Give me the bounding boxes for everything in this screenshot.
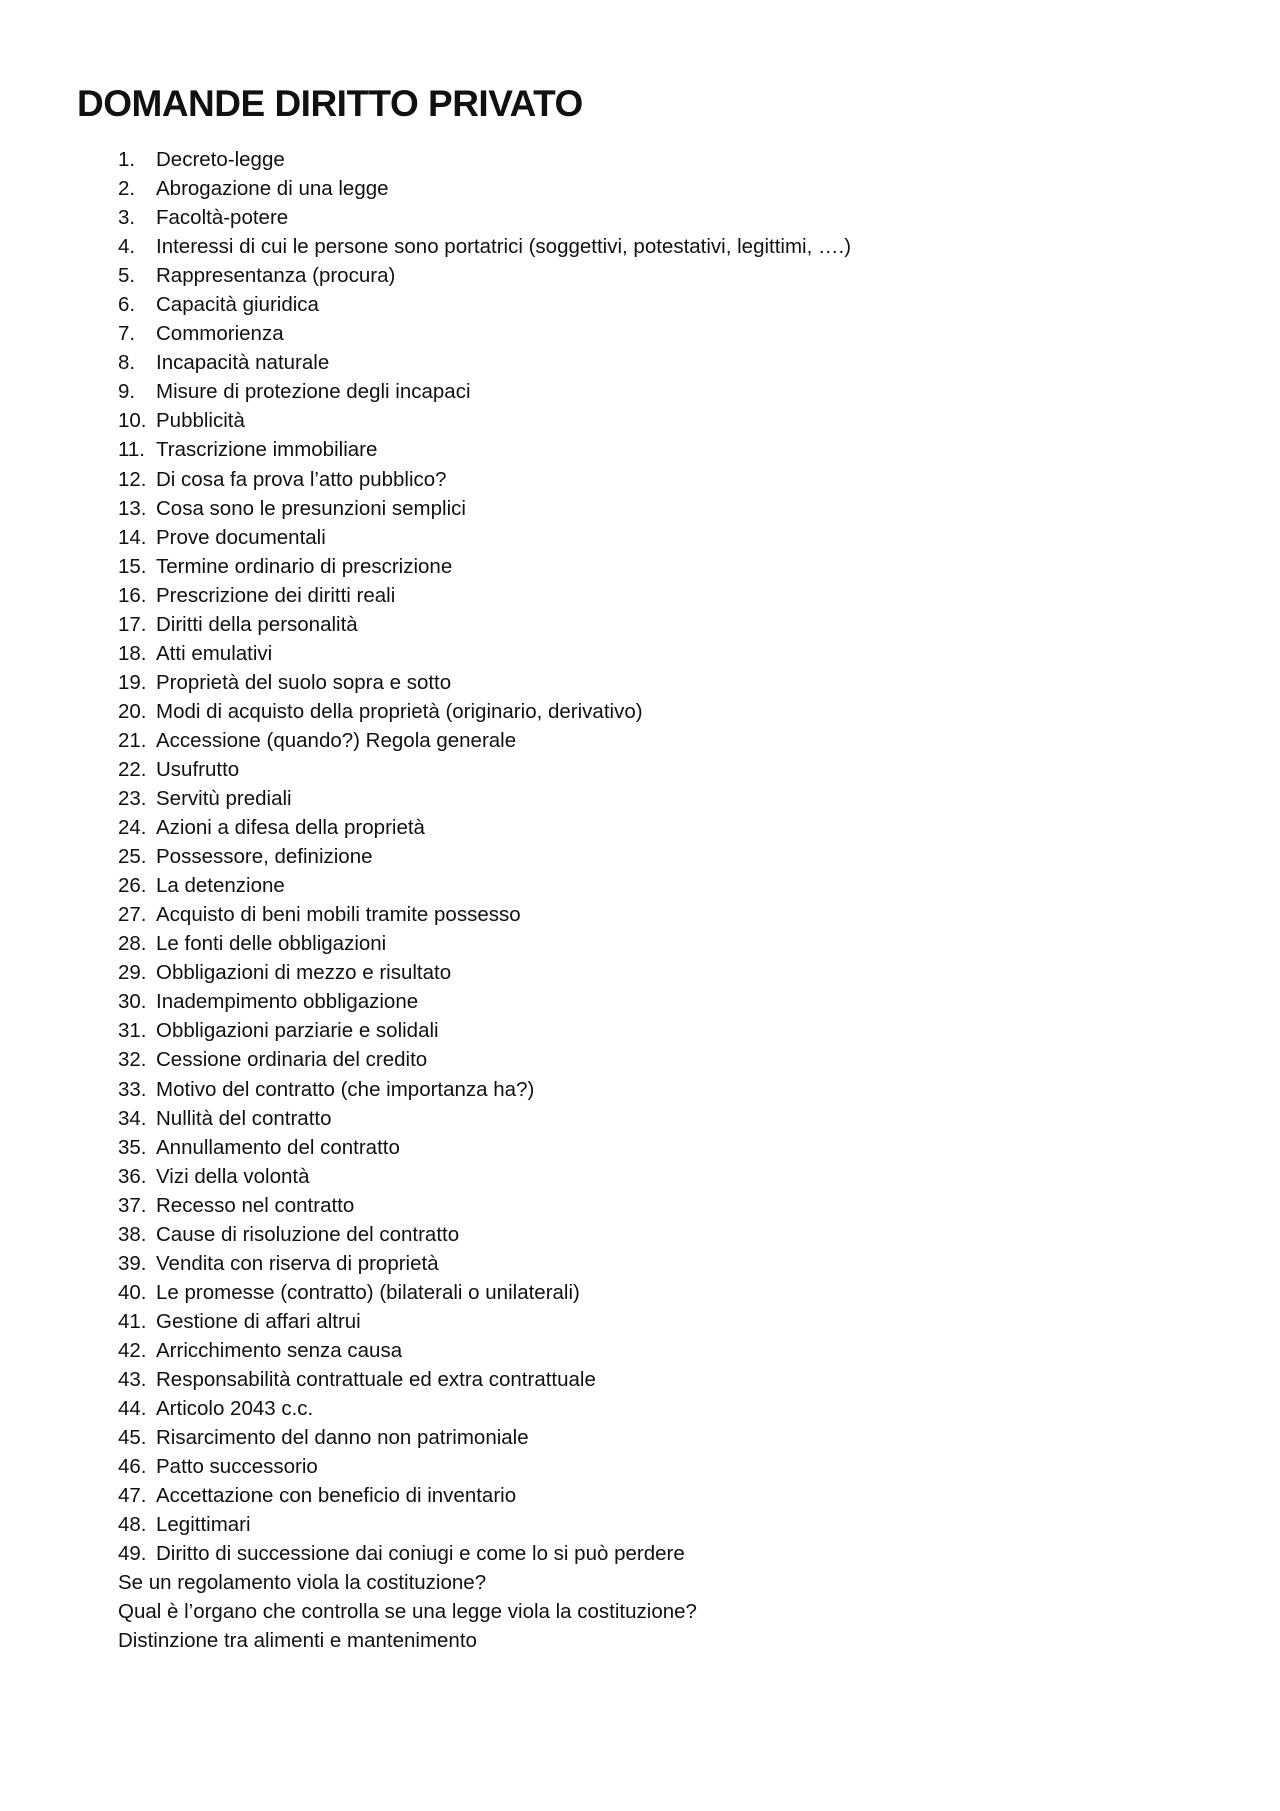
list-item-number: 20. <box>118 699 147 723</box>
list-item <box>118 1278 851 1307</box>
list-item <box>118 552 851 581</box>
list-item-number: 4. <box>118 235 136 259</box>
list-item-number: 26. <box>118 874 147 898</box>
list-item <box>118 319 851 348</box>
list-item-text: Decreto-legge <box>156 148 285 171</box>
list-item <box>118 348 851 377</box>
list-item-text: Annullamento del contratto <box>156 1135 400 1159</box>
extra-question-item: Se un regolamento viola la costituzione? <box>118 1571 487 1594</box>
list-item-text: Proprietà del suolo sopra e sotto <box>156 670 452 694</box>
list-item-text: Misure di protezione degli incapaci <box>156 380 471 404</box>
list-item-text: Possessore, definizione <box>156 845 373 869</box>
list-item <box>118 261 851 290</box>
extra-question-item: Distinzione tra alimenti e mantenimento <box>118 1629 477 1653</box>
list-item-text: Facoltà-potere <box>156 206 289 230</box>
list-item-text: Risarcimento del danno non patrimoniale <box>156 1426 529 1450</box>
list-item <box>118 232 851 261</box>
list-item-text: Commorienza <box>156 322 284 346</box>
list-item <box>118 871 851 900</box>
list-item-number: 28. <box>118 932 147 956</box>
list-item-text: Vendita con riserva di proprietà <box>156 1251 439 1275</box>
list-item <box>118 1220 851 1249</box>
list-item <box>118 1336 851 1365</box>
list-item-text: Responsabilità contrattuale ed extra contrattuale <box>156 1367 596 1391</box>
list-item-number: 46. <box>118 1455 147 1479</box>
list-item-number: 39. <box>118 1251 147 1275</box>
list-item-text: Azioni a difesa della proprietà <box>156 816 425 840</box>
list-item <box>118 1016 851 1045</box>
list-item-number: 23. <box>118 787 147 811</box>
list-item-number: 40. <box>118 1280 147 1304</box>
list-item-number: 31. <box>118 1019 147 1043</box>
list-item-text: Vizi della volontà <box>156 1164 310 1188</box>
list-item-number: 44. <box>118 1397 147 1421</box>
list-item-number: 5. <box>118 264 136 288</box>
list-item <box>118 639 851 668</box>
list-item <box>118 900 851 929</box>
list-item <box>118 1423 851 1452</box>
list-item-number: 37. <box>118 1193 147 1217</box>
list-item-number: 35. <box>118 1135 147 1159</box>
list-item <box>118 523 851 552</box>
list-item-number: 16. <box>118 583 147 607</box>
list-item-number: 7. <box>118 322 136 346</box>
list-item <box>118 1133 851 1162</box>
list-item-text: Interessi di cui le persone sono portatrici (soggettivi, potestativi, legittimi, ….) <box>156 235 852 259</box>
list-item-text: Prescrizione dei diritti reali <box>156 583 396 607</box>
list-item-text: Capacità giuridica <box>156 293 319 317</box>
list-item-text: Cause di risoluzione del contratto <box>156 1222 460 1246</box>
list-item-number: 34. <box>118 1106 147 1130</box>
list-item-text: Legittimari <box>156 1513 251 1537</box>
list-item-number: 29. <box>118 961 147 985</box>
list-item-text: Termine ordinario di prescrizione <box>156 554 453 578</box>
list-item <box>118 1162 851 1191</box>
list-item <box>118 755 851 784</box>
list-item <box>118 1307 851 1336</box>
extra-question-item: Qual è l’organo che controlla se una legge viola la costituzione? <box>118 1600 697 1624</box>
list-item-text: Cosa sono le presunzioni semplici <box>156 496 466 520</box>
list-item-text: Cessione ordinaria del credito <box>156 1048 428 1072</box>
list-item-number: 9. <box>118 380 136 404</box>
list-item-number: 36. <box>118 1164 147 1188</box>
document-title: DOMANDE DIRITTO PRIVATO <box>77 83 583 124</box>
list-item <box>118 145 851 174</box>
list-item <box>118 987 851 1016</box>
list-item <box>118 377 851 406</box>
list-item-text: Accettazione con beneficio di inventario <box>156 1484 517 1508</box>
list-item-number: 1. <box>118 148 136 171</box>
list-item <box>118 406 851 435</box>
list-item-text: Servitù prediali <box>156 787 292 811</box>
list-item-number: 6. <box>118 293 136 317</box>
list-item-text: Modi di acquisto della proprietà (originario, derivativo) <box>156 699 643 723</box>
list-item <box>118 494 851 523</box>
list-item-text: Gestione di affari altrui <box>156 1309 361 1333</box>
list-item-number: 49. <box>118 1542 147 1566</box>
list-item-number: 11. <box>118 438 145 462</box>
list-item-text: Abrogazione di una legge <box>156 177 389 201</box>
list-item-text: Trascrizione immobiliare <box>156 438 378 462</box>
list-item <box>118 929 851 958</box>
list-item-text: Articolo 2043 c.c. <box>156 1397 314 1421</box>
list-item-number: 24. <box>118 816 147 840</box>
list-item-number: 41. <box>118 1309 147 1333</box>
list-item-text: Di cosa fa prova l’atto pubblico? <box>156 467 447 491</box>
list-item-text: Pubblicità <box>156 409 245 433</box>
list-item <box>118 1249 851 1278</box>
list-item-text: Arricchimento senza causa <box>156 1338 403 1362</box>
list-item-number: 12. <box>118 467 147 491</box>
list-item-number: 15. <box>118 554 147 578</box>
list-item-text: Usufrutto <box>156 757 240 781</box>
list-item <box>118 813 851 842</box>
list-item <box>118 174 851 203</box>
list-item-number: 32. <box>118 1048 147 1072</box>
list-item <box>118 435 851 464</box>
extra-question-list <box>118 1568 697 1655</box>
list-item-text: Nullità del contratto <box>156 1106 332 1130</box>
question-list <box>118 145 851 1568</box>
list-item-number: 19. <box>118 670 147 694</box>
list-item-number: 48. <box>118 1513 147 1537</box>
list-item-number: 38. <box>118 1222 147 1246</box>
list-item <box>118 1191 851 1220</box>
list-item-number: 43. <box>118 1367 147 1391</box>
list-item-text: Obbligazioni di mezzo e risultato <box>156 961 452 985</box>
list-item-number: 3. <box>118 206 136 230</box>
list-item-text: Recesso nel contratto <box>156 1193 355 1217</box>
list-item-number: 27. <box>118 903 147 927</box>
list-item-text: Acquisto di beni mobili tramite possesso <box>156 903 521 927</box>
list-item <box>118 1104 851 1133</box>
list-item-number: 22. <box>118 757 147 781</box>
list-item <box>118 290 851 319</box>
list-item <box>118 581 851 610</box>
list-item <box>118 726 851 755</box>
list-item-text: La detenzione <box>156 874 285 898</box>
list-item-number: 25. <box>118 845 147 869</box>
list-item <box>118 842 851 871</box>
list-item-number: 13. <box>118 496 147 520</box>
list-item <box>118 610 851 639</box>
list-item-text: Rappresentanza (procura) <box>156 264 396 288</box>
list-item-number: 18. <box>118 641 147 665</box>
list-item <box>118 1394 851 1423</box>
list-item <box>118 1539 851 1568</box>
list-item-number: 33. <box>118 1077 147 1101</box>
list-item-text: Diritti della personalità <box>156 612 358 636</box>
list-item <box>118 958 851 987</box>
list-item-text: Le promesse (contratto) (bilaterali o unilaterali) <box>156 1280 580 1304</box>
list-item-text: Inadempimento obbligazione <box>156 990 419 1014</box>
list-item <box>118 697 851 726</box>
list-item <box>118 465 851 494</box>
list-item-text: Prove documentali <box>156 525 326 549</box>
list-item <box>118 1075 851 1104</box>
list-item-number: 21. <box>118 728 147 752</box>
list-item-text: Accessione (quando?) Regola generale <box>156 728 517 752</box>
list-item-text: Le fonti delle obbligazioni <box>156 932 387 956</box>
list-item <box>118 203 851 232</box>
list-item-number: 8. <box>118 351 136 375</box>
list-item-number: 42. <box>118 1338 147 1362</box>
list-item-number: 14. <box>118 525 147 549</box>
list-item <box>118 1365 851 1394</box>
list-item-number: 45. <box>118 1426 147 1450</box>
list-item <box>118 784 851 813</box>
list-item-number: 30. <box>118 990 147 1014</box>
list-item <box>118 1510 851 1539</box>
list-item-text: Atti emulativi <box>156 641 273 665</box>
list-item <box>118 1481 851 1510</box>
list-item-text: Diritto di successione dai coniugi e come lo si può perdere <box>156 1542 685 1566</box>
list-item <box>118 1452 851 1481</box>
list-item-number: 17. <box>118 612 147 636</box>
list-item-number: 47. <box>118 1484 147 1508</box>
list-item <box>118 668 851 697</box>
list-item-number: 10. <box>118 409 147 433</box>
list-item-number: 2. <box>118 177 136 201</box>
list-item <box>118 1045 851 1074</box>
list-item-text: Motivo del contratto (che importanza ha?) <box>156 1077 535 1101</box>
list-item-text: Patto successorio <box>156 1455 318 1479</box>
list-item-text: Obbligazioni parziarie e solidali <box>156 1019 439 1043</box>
list-item-text: Incapacità naturale <box>156 351 330 375</box>
